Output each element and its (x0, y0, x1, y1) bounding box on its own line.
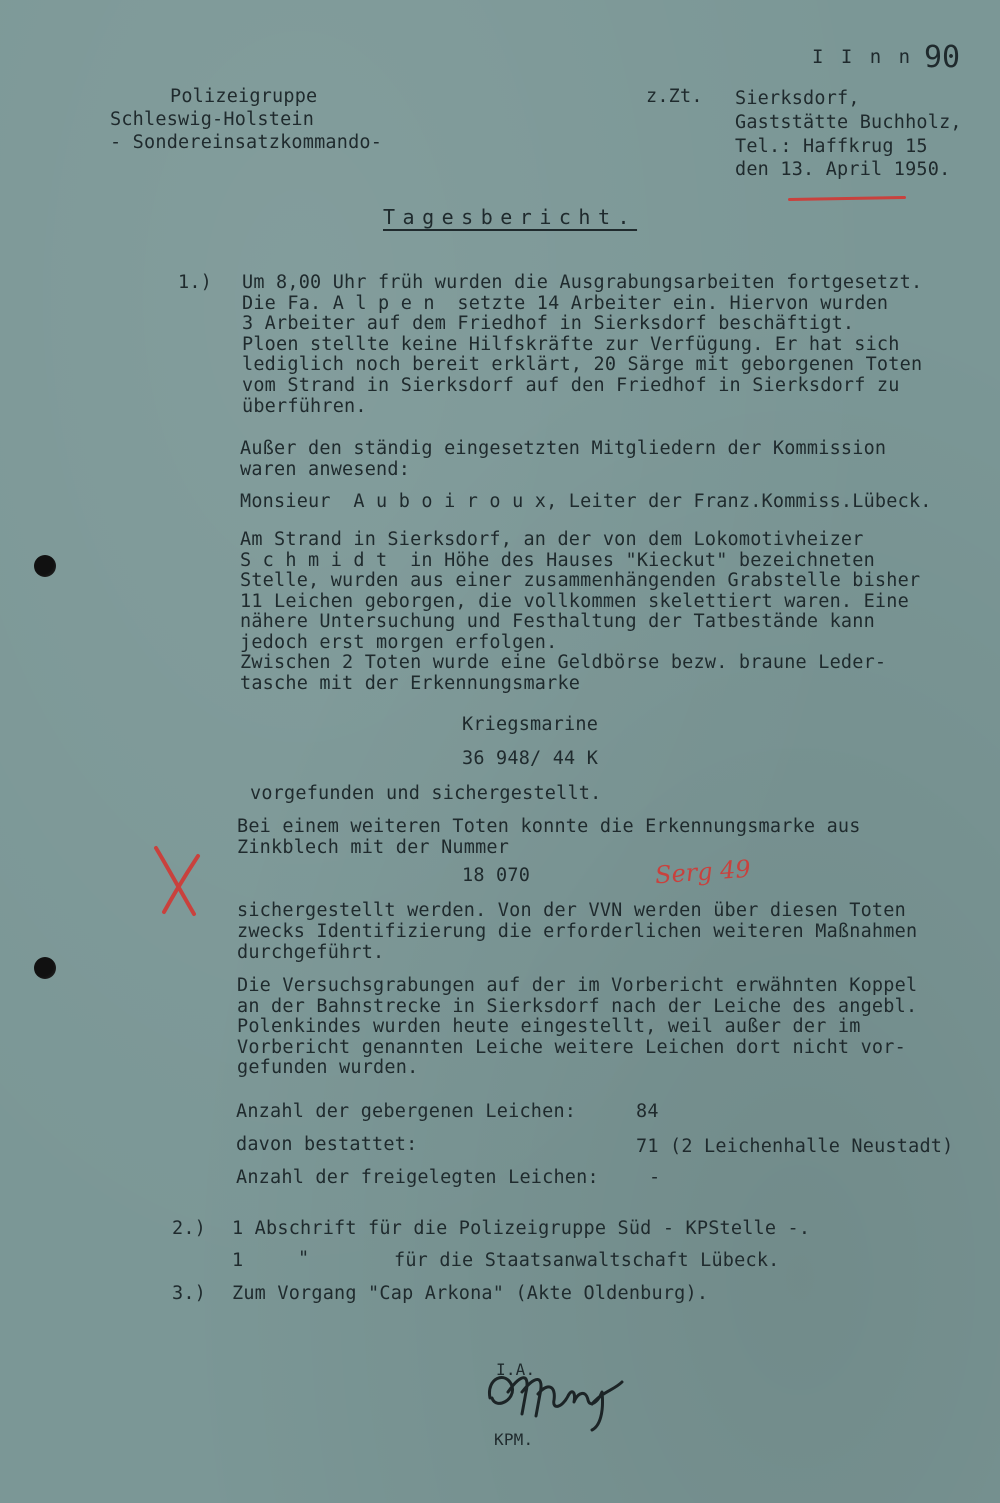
beach-line: Stelle, wurden aus einer zusammenhängenden Grabstelle bisher (240, 570, 921, 591)
stat-value-recovered: 84 (636, 1101, 659, 1122)
found-line: vorgefunden und sichergestellt. (250, 783, 602, 804)
document-title: Tagesbericht. (383, 205, 638, 229)
stat-value-buried: 71 (2 Leichenhalle Neustadt) (636, 1136, 954, 1157)
beach-line: jedoch erst morgen erfolgen. (240, 631, 558, 653)
sender-line-3: - Sondereinsatzkommando- (110, 132, 383, 153)
stat-label-exposed: Anzahl der freigelegten Leichen: (236, 1167, 599, 1188)
signature-prefix: I.A. (496, 1360, 536, 1379)
item-2-line-2: für die Staatsanwaltschaft Lübeck. (394, 1250, 780, 1271)
beach-line: S c h m i d t in Höhe des Hauses "Kieckut" bezeichneten (240, 549, 875, 571)
red-handwritten-annotation: Serg 49 (654, 854, 752, 890)
location-prefix: z.Zt. (646, 86, 703, 107)
location-line-1: Sierksdorf, (735, 88, 860, 109)
item-3-number: 3.) (172, 1283, 207, 1304)
stat-value-exposed: - (649, 1167, 661, 1188)
location-line-2: Gaststätte Buchholz, (735, 112, 962, 133)
present-line: Außer den ständig eingesetzten Mitgliedern der Kommission (240, 438, 887, 459)
item-2-number: 2.) (172, 1218, 207, 1239)
page-number: 90 (924, 40, 961, 75)
stat-label-buried: davon bestattet: (236, 1134, 418, 1155)
item-1-line: Ploen stellte keine Hilfskräfte zur Verfügung. Er hat sich (242, 333, 900, 355)
item-3-text: Zum Vorgang "Cap Arkona" (Akte Oldenburg). (232, 1283, 709, 1304)
further-line: Zinkblech mit der Nummer (237, 837, 510, 858)
trial-line: Vorbericht genannten Leiche weitere Leichen dort nicht vor- (237, 1036, 906, 1058)
red-cross-mark (150, 842, 206, 922)
present-line: waren anwesend: (240, 459, 411, 480)
beach-line: nähere Untersuchung und Festhaltung der Tatbestände kann (240, 611, 875, 632)
item-1-line: Die Fa. A l p e n setzte 14 Arbeiter ein. Hiervon wurden (242, 292, 889, 314)
secured-line: durchgeführt. (237, 942, 385, 963)
monsieur-line: Monsieur A u b o i r o u x, Leiter der Franz.Kommiss.Lübeck. (240, 491, 932, 512)
punch-hole-top (34, 555, 56, 577)
location-date: den 13. April 1950. (735, 159, 951, 180)
item-1-line: vom Strand in Sierksdorf auf den Friedhof in Sierksdorf zu (242, 375, 900, 396)
beach-line: tasche mit der Erkennungsmarke (240, 672, 581, 694)
tag-1-line-1: Kriegsmarine (462, 714, 599, 735)
item-1-number: 1.) (178, 272, 213, 293)
item-2-line-1: 1 Abschrift für die Polizeigruppe Süd - KPStelle -. (232, 1218, 811, 1239)
beach-line: Am Strand in Sierksdorf, an der von dem Lokomotivheizer (240, 529, 864, 550)
item-1-line: 3 Arbeiter auf dem Friedhof in Sierksdorf beschäftigt. (242, 313, 855, 335)
item-2-ditto: " (298, 1248, 310, 1269)
location-line-3: Tel.: Haffkrug 15 (735, 136, 928, 157)
sender-line-2: Schleswig-Holstein (110, 109, 315, 130)
secured-line: sichergestellt werden. Von der VVN werden über diesen Toten (237, 900, 906, 921)
tag-2-number: 18 070 (462, 865, 531, 886)
punch-hole-bottom (34, 957, 56, 979)
signature-rank: KPM. (494, 1430, 534, 1449)
item-1-line: Um 8,00 Uhr früh wurden die Ausgrabungsarbeiten fortgesetzt. (242, 272, 923, 293)
beach-line: Zwischen 2 Toten wurde eine Geldbörse bezw. braune Leder- (240, 652, 887, 673)
sender-line-1: Polizeigruppe (170, 86, 318, 107)
item-1-line: lediglich noch bereit erklärt, 20 Särge mit geborgenen Toten (242, 354, 923, 376)
stat-label-recovered: Anzahl der gebergenen Leichen: (236, 1101, 577, 1122)
item-2-count: 1 (232, 1250, 244, 1271)
red-underline-mark (788, 196, 906, 201)
trial-line: gefunden wurden. (237, 1057, 419, 1078)
trial-line: an der Bahnstrecke in Sierksdorf nach der Leiche des angebl. (237, 995, 918, 1017)
item-1-line: überführen. (242, 395, 367, 417)
further-line: Bei einem weiteren Toten konnte die Erkennungsmarke aus (237, 816, 861, 837)
handwritten-signature (482, 1352, 632, 1432)
trial-line: Die Versuchsgrabungen auf der im Vorbericht erwähnten Koppel (237, 975, 918, 996)
archive-stamp: I I n n (812, 46, 914, 68)
beach-line: 11 Leichen geborgen, die vollkommen skelettiert waren. Eine (240, 590, 909, 612)
trial-line: Polenkindes wurden heute eingestellt, weil außer der im (237, 1016, 861, 1037)
tag-1-number: 36 948/ 44 K (462, 748, 599, 769)
secured-line: zwecks Identifizierung die erforderlichen weiteren Maßnahmen (237, 921, 918, 942)
